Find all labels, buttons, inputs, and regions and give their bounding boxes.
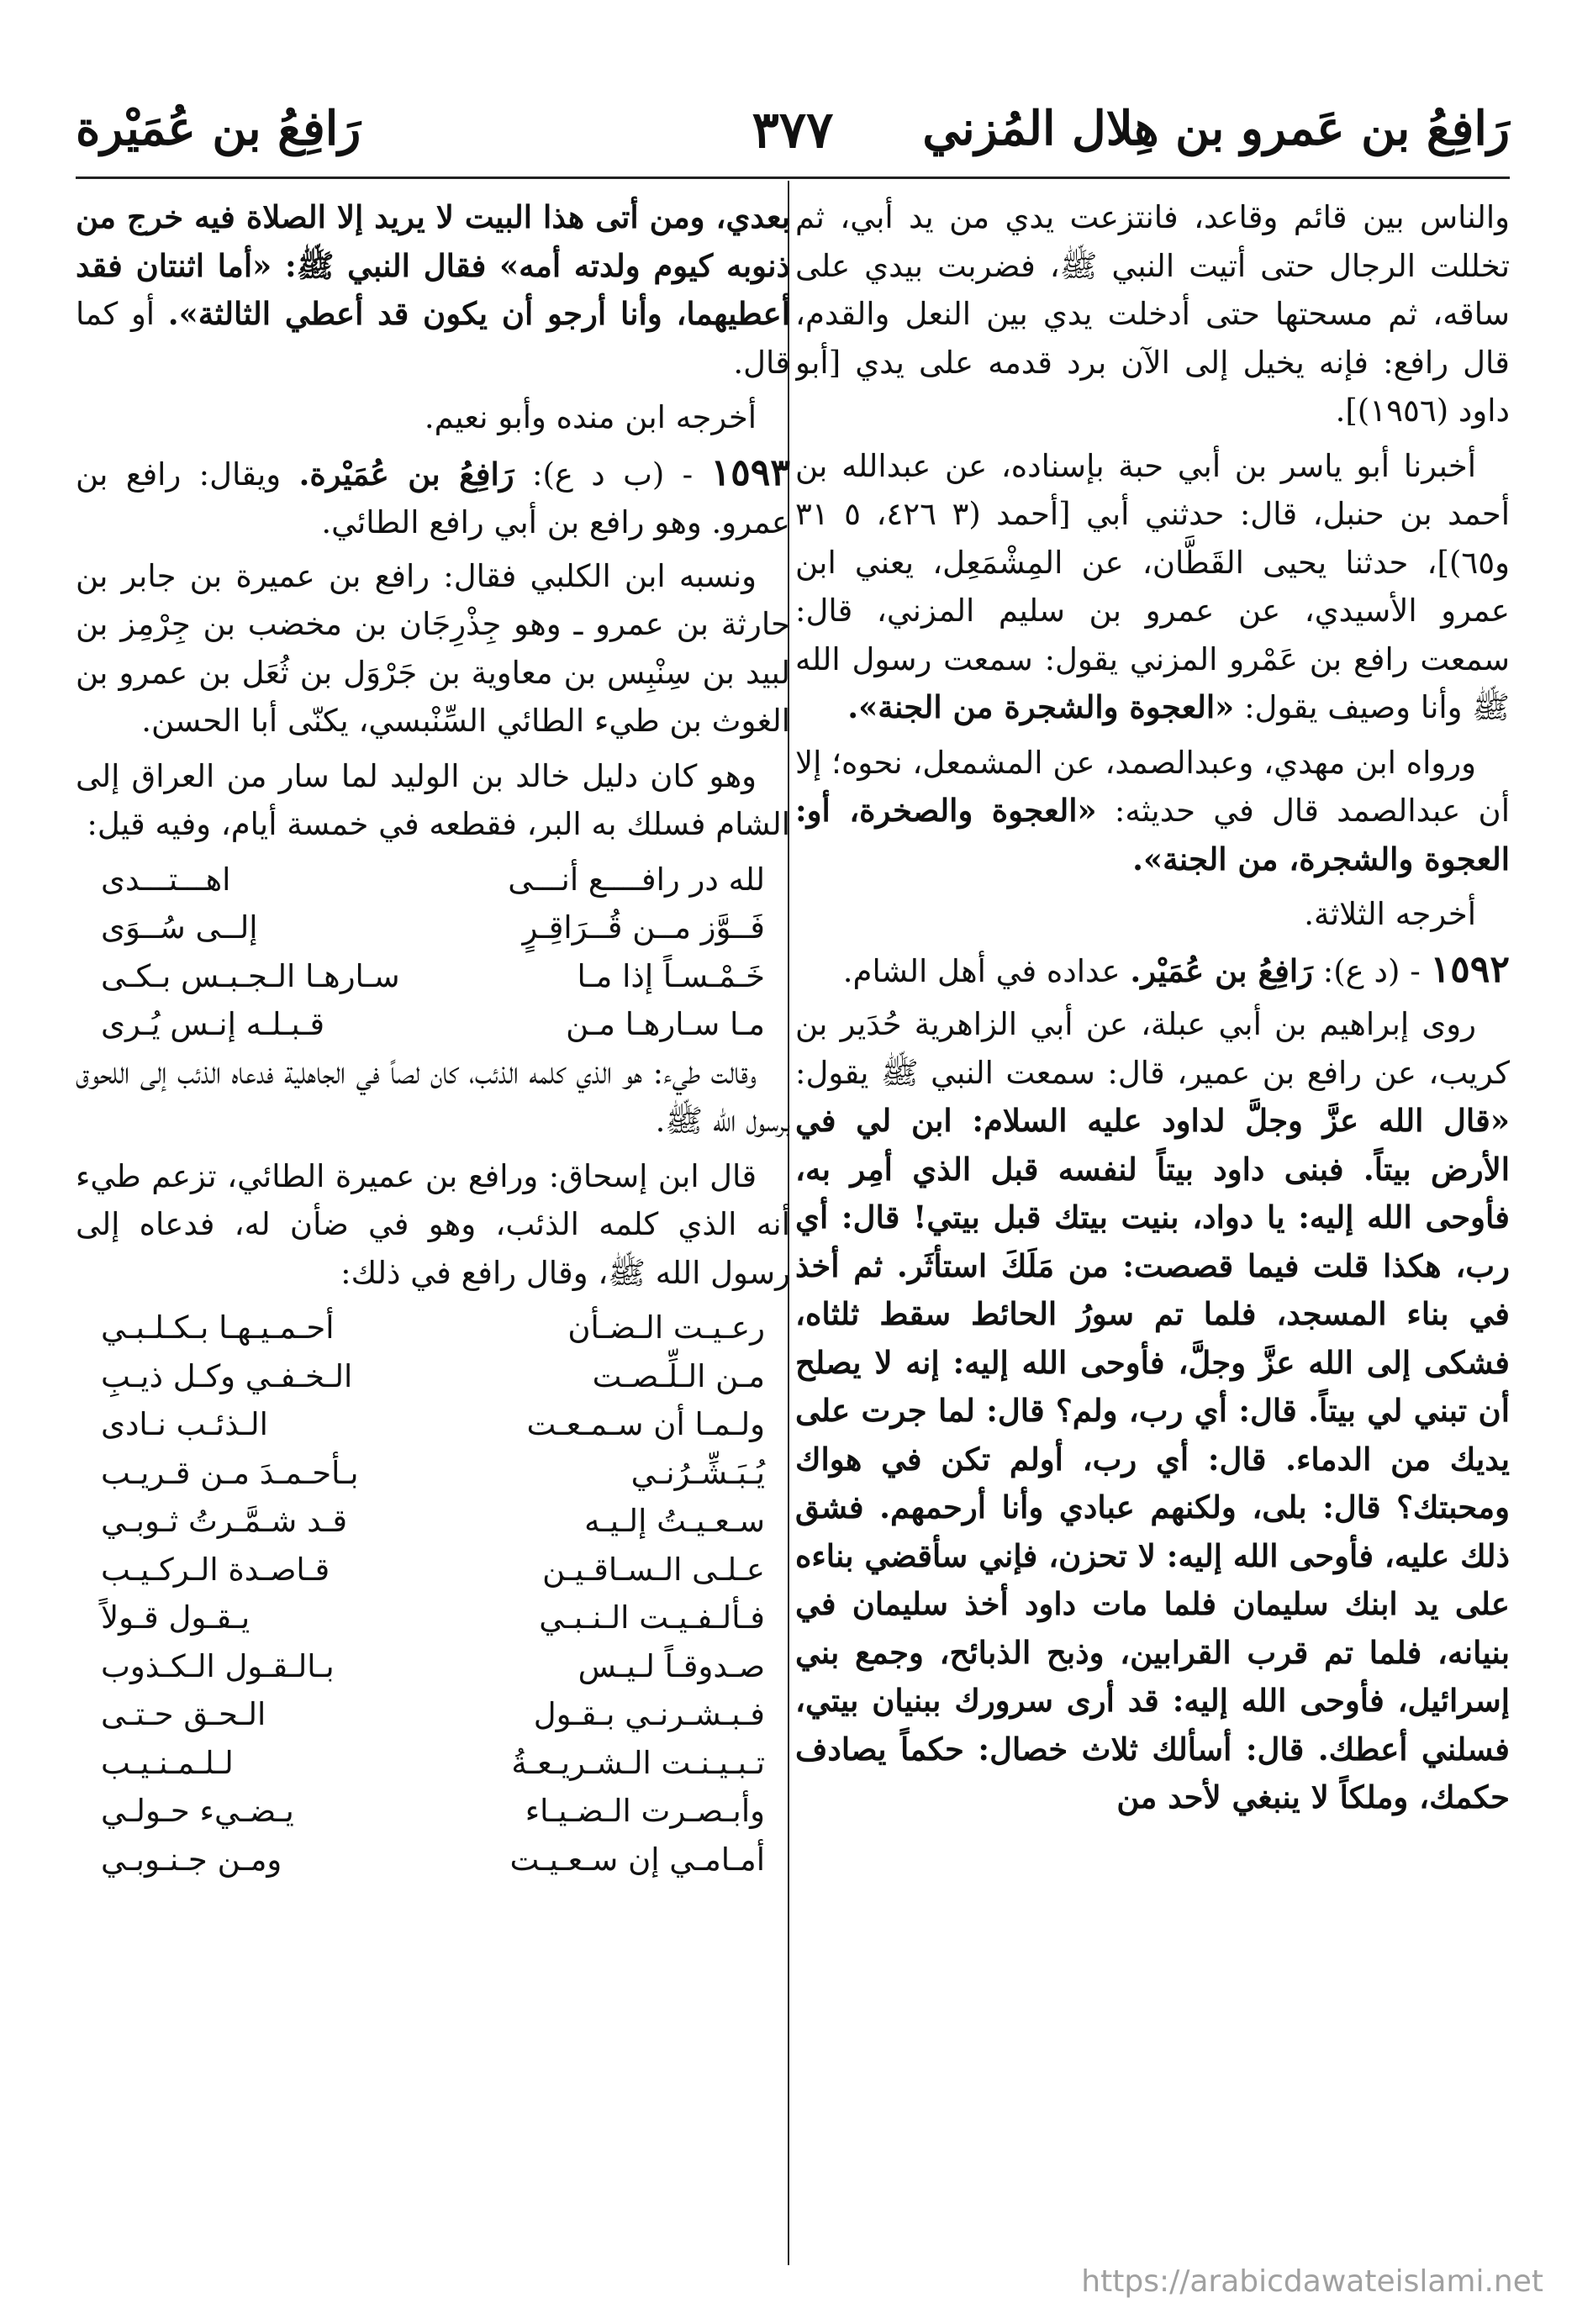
poem-verse: [76, 1642, 790, 1691]
verse-hemistich-second: أحـمـيـهـا بـكـلـبـي: [101, 1310, 335, 1346]
verse-hemistich-first: سـعـيـتُ إلـيـه: [584, 1503, 765, 1539]
entry-text: عداده في أهل الشام.: [842, 952, 1121, 989]
header-right-title: رَافِعُ بن عَمرو بن هِلال المُزني: [922, 101, 1510, 156]
watermark-url: https://arabicdawateislami.net: [1081, 2264, 1543, 2299]
verse-hemistich-second: الـخـفـي وكـل ذيـبِ: [101, 1357, 353, 1394]
paragraph-text: ورواه ابن مهدي، وعبدالصمد، عن المشمعل، نحوه؛ إلا أن عبدالصمد قال في حديثه:: [795, 744, 1510, 829]
poem-verse: [76, 1497, 790, 1546]
poem-verse: [76, 952, 790, 1001]
verse-hemistich-first: أمـامـي إن سـعـيـت: [509, 1841, 765, 1878]
poem-verse: [76, 904, 790, 952]
verse-hemistich-first: لله در رافــــع أنـــى: [508, 861, 765, 898]
verse-hemistich-first: فـألـفـيـت الـنـبـي: [539, 1599, 765, 1636]
entry-1592: [795, 946, 1510, 996]
paragraph: [795, 1000, 1510, 1822]
verse-hemistich-second: بـالـقـول الـكـذوب: [101, 1647, 335, 1684]
verse-hemistich-first: وأبـصـرت الـضـيـاء: [525, 1793, 765, 1829]
paragraph: [795, 193, 1510, 435]
header-rule: [76, 177, 1510, 179]
verse-hemistich-second: قـد شـمَّـرتُ ثـوبـي: [101, 1503, 348, 1539]
entry-number: ١٥٩٢: [1430, 947, 1510, 991]
header-left-title: رَافِعُ بن عُمَيْرة: [76, 101, 361, 156]
entry-text: ويقال: رافع بن عمرو. وهو رافع بن أبي رافع الطائي.: [76, 456, 790, 540]
poem-verse: [76, 1400, 790, 1449]
verse-hemistich-second: يـضـيء حـولـي: [101, 1793, 294, 1829]
verse-hemistich-first: تـبـيـنـت الـشـريـعـةُ: [511, 1744, 765, 1781]
verse-hemistich-first: مـا سـارهـا مـن: [566, 1006, 765, 1042]
poem-verse: [76, 1787, 790, 1836]
verse-hemistich-first: فـبـشـرنـي بـقـول: [533, 1696, 765, 1732]
poem-verse: [76, 1836, 790, 1884]
hadith-quote: «العجوة والشجرة من الجنة».: [847, 688, 1235, 725]
verse-hemistich-second: ومـن جـنـوبـي: [101, 1841, 282, 1878]
paragraph-text: أخرجه ابن منده وأبو نعيم.: [424, 399, 757, 435]
verse-hemistich-first: صـدوقـاً لـيـس: [578, 1647, 765, 1684]
page-number: ٣٧٧: [752, 101, 834, 160]
entry-1593: [76, 449, 790, 547]
entry-name: رَافِعُ بن عُمَيْر.: [1130, 951, 1314, 989]
verse-hemistich-second: قـاصـدة الـركـيـب: [101, 1551, 330, 1588]
left-column: [76, 193, 790, 2269]
paragraph: [76, 393, 790, 442]
entry-number: ١٥٩٣: [710, 451, 790, 494]
poem-verse: [76, 1739, 790, 1788]
verse-hemistich-second: اهـــتـــدى: [101, 861, 231, 898]
verse-hemistich-first: ولـمـا أن سـمـعـت: [526, 1406, 765, 1442]
paragraph: [76, 1049, 790, 1146]
paragraph: [795, 442, 1510, 732]
verse-hemistich-second: الـذئـب نـادى: [101, 1406, 268, 1442]
verse-hemistich-second: بـأحـمـدَ مـن قـريـب: [101, 1454, 359, 1491]
hadith-quote: «قال الله عزَّ وجلَّ لداود عليه السلام: ابن لي في الأرض بيتاً. فبنى داود بيتاً لنفسه قبل الذي أمِر به، فأوحى الله إليه: يا دواد، بنيت بيتك قبل بيتي! قال: أي رب، هكذا قلت فيما قصصت: من مَلَكَ استأثَر. ثم أخذ في بناء المسجد، فلما تم سورُ الحائط سقط ثلثاه، فشكى إلى الله عزَّ وجلَّ، فأوحى الله إليه: إنه لا يصلح أن تبني لي بيتاً. قال: أي رب، ولم؟ قال: لما جرت على يديك من الدماء. قال: أي رب، أولم تكن في هواك ومحبتك؟ قال: بلى، ولكنهم عبادي وأنا أرحمهم. فشق ذلك عليه، فأوحى الله إليه: لا تحزن، فإني سأقضي بناءه على يد ابنك سليمان فلما مات داود أخذ سليمان في بنيانه، فلما تم قرب القرابين، وذبح الذبائح، وجمع بني إسرائيل، فأوحى الله إليه: قد أرى سرورك ببنيان بيتي، فسلني أعطك. قال: أسألك ثلاث خصال: حكماً يصادف حكمك، وملكاً لا ينبغي لأحد من: [795, 1102, 1510, 1815]
right-column: [795, 193, 1510, 2269]
poem-verse: [76, 1594, 790, 1642]
verse-hemistich-second: يـقـول قـولاً: [101, 1599, 251, 1636]
verse-hemistich-first: مـن الـلِّـصـت: [592, 1357, 765, 1394]
verse-hemistich-second: قـبـلـه إنـس يُـرى: [101, 1006, 325, 1042]
verse-hemistich-first: عـلـى الـسـاقـيـن: [542, 1551, 765, 1588]
paragraph-text: أخبرنا أبو ياسر بن أبي حبة بإسناده، عن عبدالله بن أحمد بن حنبل، قال: حدثني أبي [أحمد (٣ ٤٢٦، ٥ ٣١ و٦٥)]، حدثنا يحيى القَطَّان، عن المِشْمَعِل، يعني ابن عمرو الأسيدي، عن عمرو بن سليم المزني، قال: سمعت رافع بن عَمْرو المزني يقول: سمعت رسول الله ﷺ وأنا وصيف يقول:: [795, 447, 1510, 725]
verse-hemistich-second: لـلـمـنـيـب: [101, 1744, 234, 1781]
verse-hemistich-second: سـارهـا الـجـبـس بـكـى: [101, 957, 400, 994]
poem-verse: [76, 856, 790, 904]
verse-hemistich-first: يُـبَـشِّـرُنـي: [630, 1454, 765, 1491]
paragraph-text: وهو كان دليل خالد بن الوليد لما سار من العراق إلى الشام فسلك به البر، فقطعه في خمسة أيام، وفيه قيل:: [76, 757, 790, 842]
entry-tag: - (د ع):: [1322, 952, 1421, 989]
verse-hemistich-first: رعـيـت الـضـأن: [567, 1310, 765, 1346]
paragraph: [795, 890, 1510, 939]
entry-name: رَافِعُ بن عُمَيْرة.: [298, 455, 514, 493]
entry-tag: - (ب د ع):: [531, 456, 694, 493]
poem-verse: [76, 1546, 790, 1594]
paragraph-text: ونسبه ابن الكلبي فقال: رافع بن عميرة بن جابر بن حارثة بن عمرو ـ وهو جِذْرِجَان بن مخضب بن جِرْمِز بن لبيد بن سِنْبِس بن معاوية بن جَرْوَل بن ثُعَل بن عمرو بن الغوث بن طيء الطائي السِّنْبسي، يكنّى أبا الحسن.: [76, 557, 790, 739]
poem-verse: [76, 1304, 790, 1352]
hadith-quote: «العجوة والصخرة، أو: العجوة والشجرة، من الجنة».: [795, 792, 1510, 877]
poem-verse: [76, 1449, 790, 1498]
paragraph: [76, 752, 790, 849]
poem-1: [76, 856, 790, 1049]
paragraph-text: وقالت طيء: هو الذي كلمه الذئب، كان لصاً في الجاهلية فدعاه الذئب إلى اللحوق برسول الله ﷺ.: [76, 1054, 790, 1139]
paragraph-text: قال ابن إسحاق: ورافع بن عميرة الطائي، تزعم طيء أنه الذي كلمه الذئب، وهو في ضأن له، فدعاه إلى رسول الله ﷺ، وقال رافع في ذلك:: [76, 1157, 790, 1291]
paragraph: [76, 193, 790, 387]
paragraph-text: روى إبراهيم بن أبي عبلة، عن أبي الزاهرية حُدَير بن كريب، عن رافع بن عمير، قال: سمعت النبي ﷺ يقول:: [795, 1006, 1510, 1091]
running-header: [76, 101, 1510, 177]
poem-verse: [76, 1690, 790, 1739]
paragraph: [76, 552, 790, 746]
verse-hemistich-first: خَـمْـسـاً إذا مـا: [577, 957, 765, 994]
verse-hemistich-second: إلــى سُــوَى: [101, 909, 258, 946]
paragraph-text: أخرجه الثلاثة.: [1304, 896, 1476, 932]
paragraph: [795, 739, 1510, 884]
paragraph-text: والناس بين قائم وقاعد، فانتزعت يدي من يد أبي، ثم تخللت الرجال حتى أتيت النبي ﷺ، فضربت بيدي على ساقه، ثم مسحتها حتى أدخلت يدي بين النعل والقدم، قال رافع: فإنه يخيل إلى الآن برد قدمه على يدي [أبو داود (١٩٥٦)].: [795, 199, 1510, 429]
hadith-quote: بعدي، ومن أتى هذا البيت لا يريد إلا الصلاة فيه خرج من ذنوبه كيوم ولدته أمه» فقال النبي ﷺ: «أما اثنتان فقد أعطيهما، وأنا أرجو أن يكون قد أعطي الثالثة».: [76, 198, 790, 332]
poem-verse: [76, 1000, 790, 1049]
verse-hemistich-second: الـحـق حـتـى: [101, 1696, 266, 1732]
paragraph: [76, 1152, 790, 1298]
poem-verse: [76, 1352, 790, 1401]
poem-2: [76, 1304, 790, 1884]
paragraph-text: أو كما قال.: [76, 296, 790, 381]
verse-hemistich-first: فَــوَّز مــن قُــرَاقِـرٍ: [522, 909, 765, 946]
